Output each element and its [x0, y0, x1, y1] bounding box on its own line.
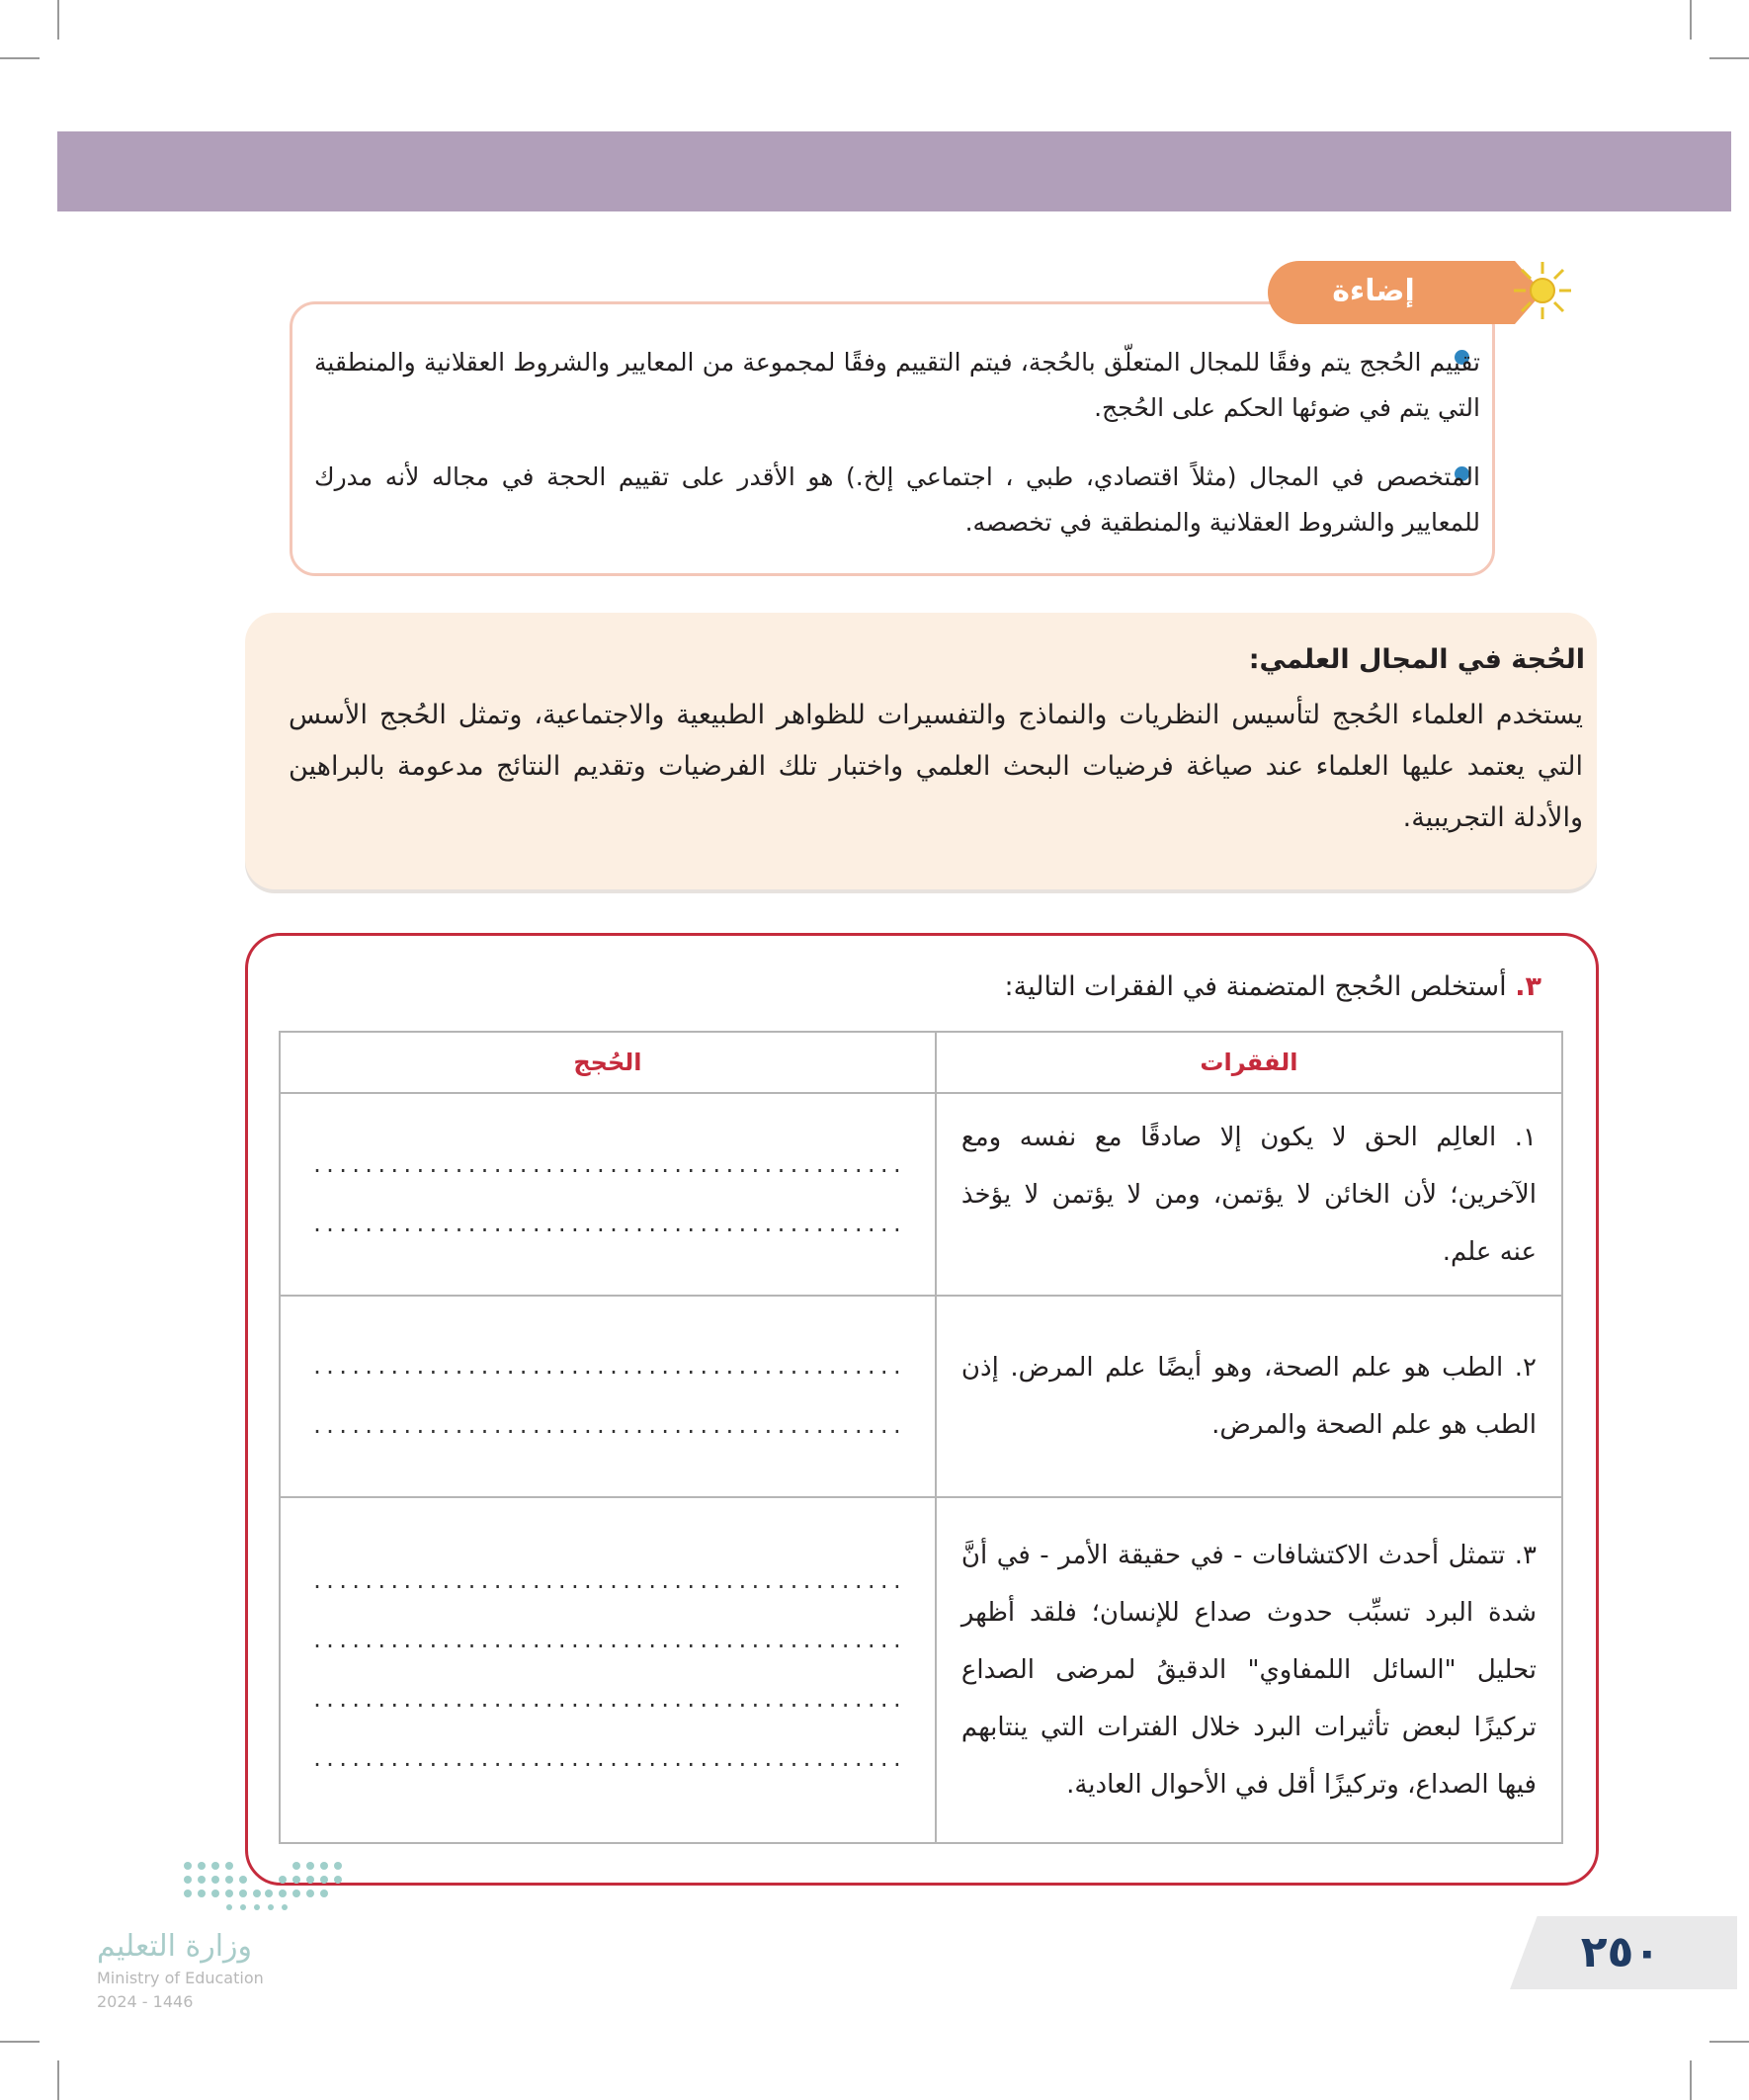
- question-number: ٣.: [1515, 971, 1541, 1002]
- paragraph-cell: [936, 1296, 1562, 1497]
- question-text: أستخلص الحُجج المتضمنة في الفقرات التالية:: [1004, 971, 1507, 1002]
- edition-year: 2024 - 1446: [97, 1992, 194, 2011]
- spotlight-bullet-2: المتخصص في المجال (مثلاً اقتصادي، طبي ، اجتماعي إلخ.) هو الأقدر على تقييم الحجة في مجاله لأنه مدرك للمعايير والشروط العقلانية والمنطقية في تخصصه.: [314, 462, 1480, 537]
- header-band: [57, 131, 1731, 211]
- table-row: [280, 1497, 1562, 1843]
- crop-mark: [57, 2060, 59, 2100]
- answer-line[interactable]: ..............................................: [311, 1688, 904, 1712]
- paragraph-text: ٢. الطب هو علم الصحة، وهو أيضًا علم المرض. إذن الطب هو علم الصحة والمرض.: [960, 1353, 1537, 1440]
- answer-line[interactable]: ..............................................: [311, 1569, 904, 1593]
- crop-mark: [1690, 2060, 1692, 2100]
- ministry-logo-icon: [178, 1856, 356, 1925]
- answer-cell[interactable]: [280, 1093, 936, 1296]
- paragraph-cell: [936, 1497, 1562, 1843]
- answer-line[interactable]: ..............................................: [311, 1414, 904, 1438]
- exercise-question: [1005, 971, 1541, 1002]
- crop-mark: [0, 2041, 40, 2043]
- crop-mark: [1709, 2041, 1749, 2043]
- answer-line[interactable]: ..............................................: [311, 1629, 904, 1652]
- answer-cell[interactable]: [280, 1296, 936, 1497]
- paragraph-cell: [936, 1093, 1562, 1296]
- table-row: [280, 1296, 1562, 1497]
- answer-cell[interactable]: [280, 1497, 936, 1843]
- answer-line[interactable]: ..............................................: [311, 1212, 904, 1236]
- spotlight-title: إضاءة: [1332, 274, 1415, 308]
- column-header-paragraphs: الفقرات: [936, 1032, 1562, 1093]
- scientific-body: يستخدم العلماء الحُجج لتأسيس النظريات والنماذج والتفسيرات للظواهر الطبيعية والاجتماعية، وتمثل الحُجج الأسس التي يعتمد عليها العلماء عند صياغة فرضيات البحث العلمي واختبار تلك الفرضيات وتقديم النتائج مدعومة بالبراهين والأدلة التجريبية.: [289, 700, 1583, 833]
- paragraph-text: ١. العالِم الحق لا يكون إلا صادقًا مع نفسه ومع الآخرين؛ لأن الخائن لا يؤتمن، ومن لا يؤتمن لا يؤخذ عنه علم.: [960, 1122, 1537, 1267]
- ministry-name-arabic: وزارة التعليم: [97, 1929, 253, 1964]
- crop-mark: [57, 0, 59, 40]
- exercise-table: [279, 1031, 1563, 1844]
- crop-mark: [1690, 0, 1692, 40]
- answer-line[interactable]: ..............................................: [311, 1355, 904, 1379]
- ministry-name-english: Ministry of Education: [97, 1969, 264, 1987]
- sun-icon: [1512, 260, 1573, 321]
- table-row: [280, 1093, 1562, 1296]
- answer-line[interactable]: ..............................................: [311, 1152, 904, 1177]
- crop-mark: [0, 57, 40, 59]
- crop-mark: [1709, 57, 1749, 59]
- answer-line[interactable]: ..............................................: [311, 1747, 904, 1771]
- column-header-arguments: الحُجج: [280, 1032, 936, 1093]
- page-number: ٢٥٠: [1580, 1927, 1661, 1977]
- spotlight-bullet-1: تقييم الحُجج يتم وفقًا للمجال المتعلّق بالحُجة، فيتم التقييم وفقًا لمجموعة من المعايير والشروط العقلانية والمنطقية التي يتم في ضوئها الحكم على الحُجج.: [314, 348, 1480, 422]
- scientific-title: الحُجة في المجال العلمي:: [1248, 644, 1585, 675]
- paragraph-text: ٣. تتمثل أحدث الاكتشافات - في حقيقة الأمر - في أنَّ شدة البرد تسبِّب حدوث صداع للإنسان؛ فلقد أظهر تحليل "السائل اللمفاوي" الدقيقُ لمرضى الصداع تركيزًا لبعض تأثيرات البرد خلال الفترات التي ينتابهم فيها الصداع، وتركيزًا أقل في الأحوال العادية.: [960, 1541, 1537, 1800]
- table-header-row: [280, 1032, 1562, 1093]
